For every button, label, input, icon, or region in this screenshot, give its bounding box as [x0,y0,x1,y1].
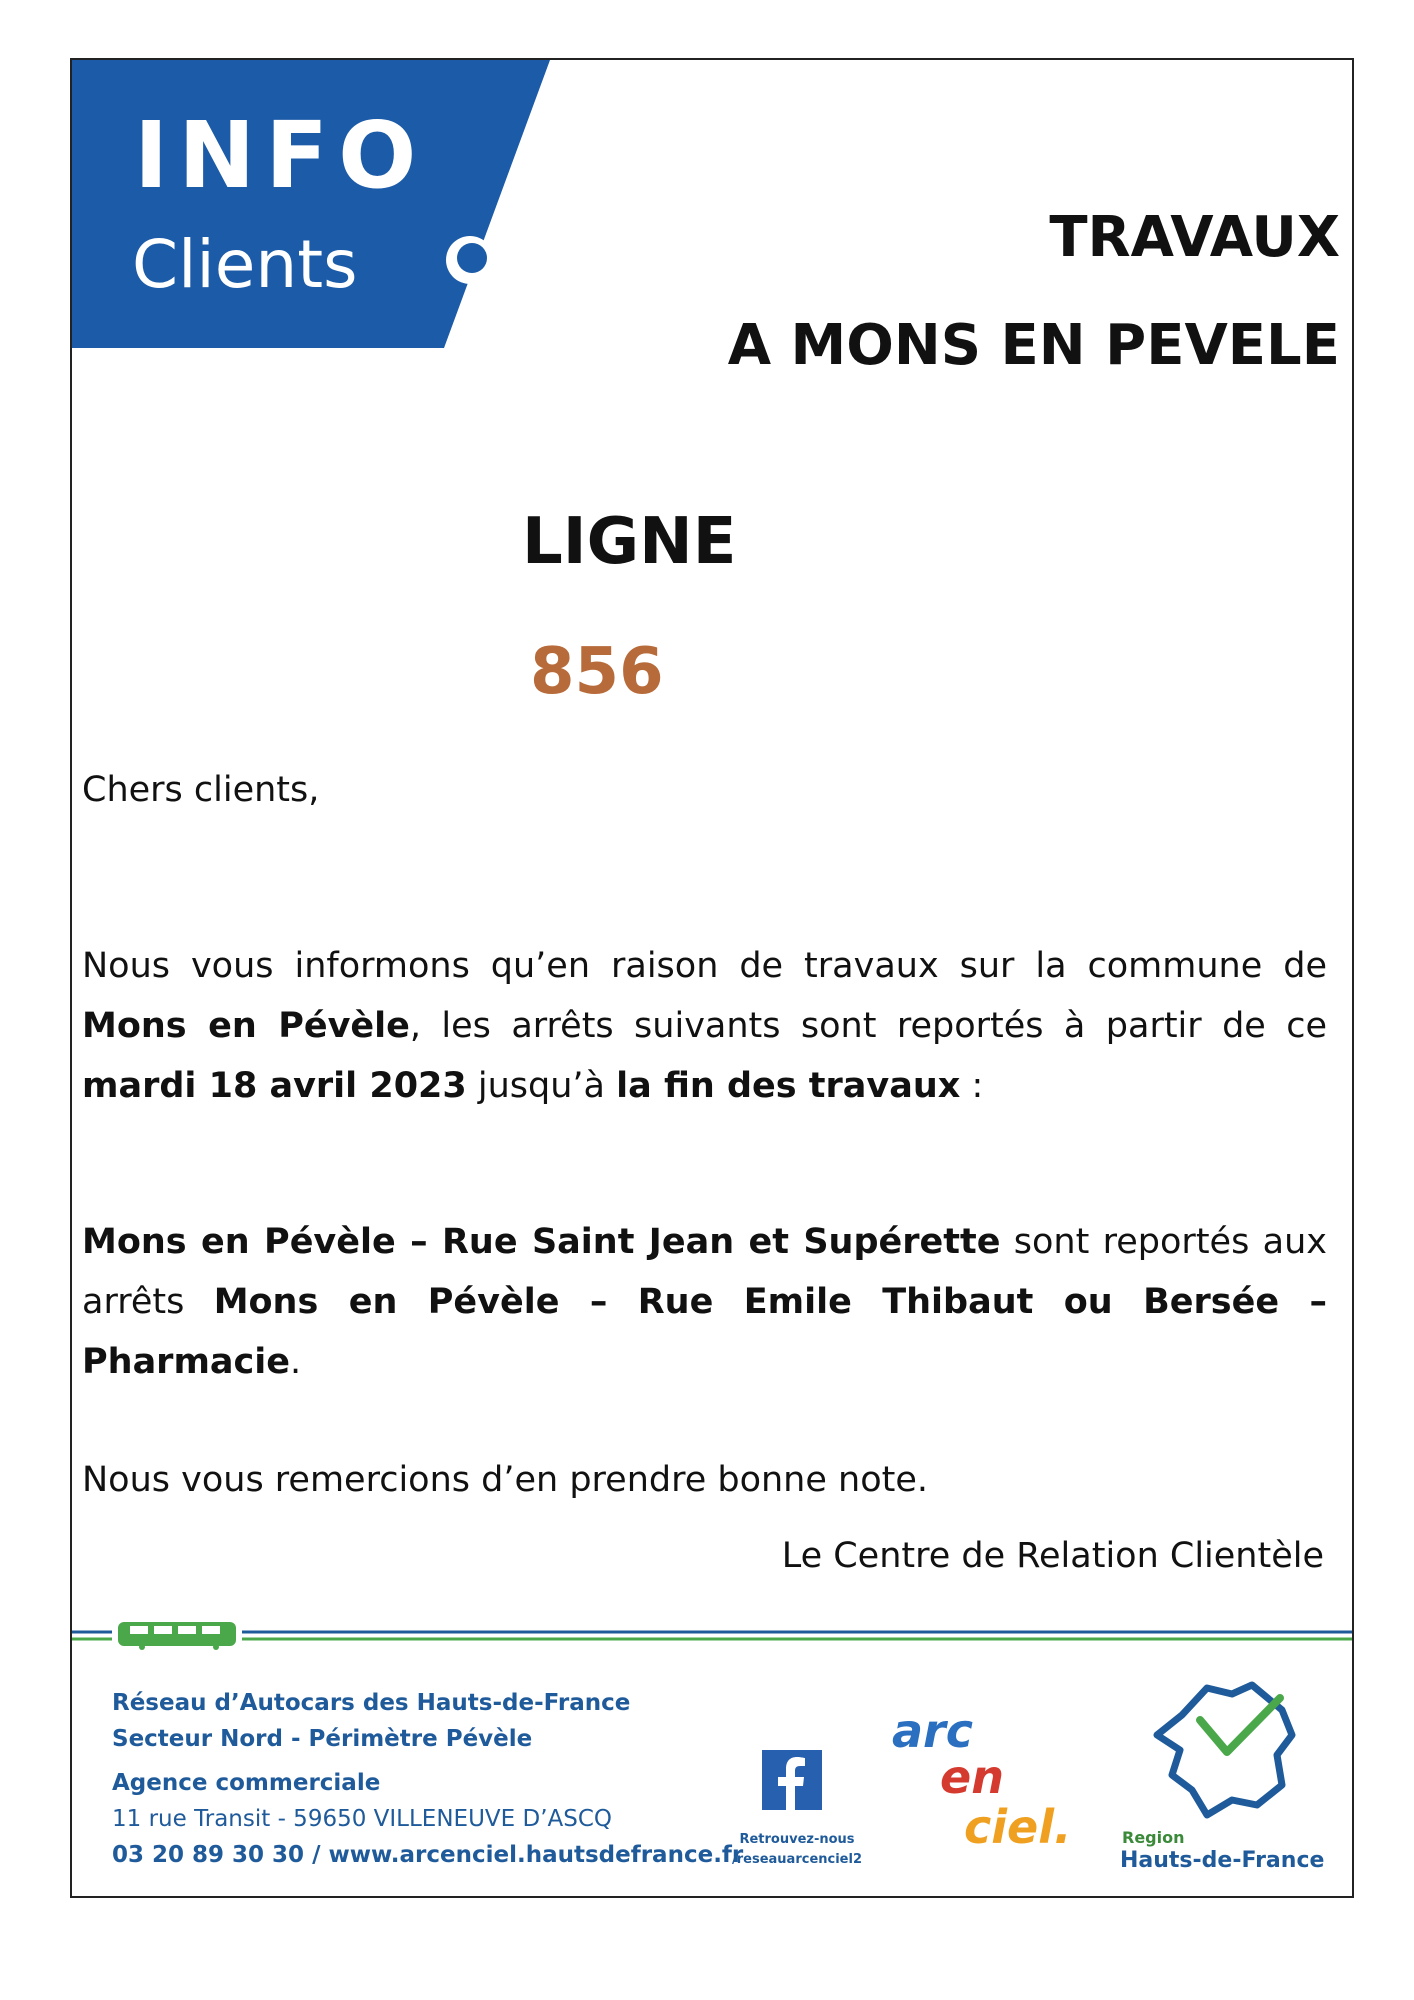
facebook-label [732,1830,862,1870]
en-word: en [940,1750,1004,1804]
bus-icon [118,1622,236,1650]
para2-text-b: sont reportés aux arrêts [82,1222,1327,1322]
line-label: LIGNE [522,505,737,579]
para1-end: la fin des travaux [616,1066,961,1106]
footer-network: Réseau d’Autocars des Hauts-de-France [112,1690,631,1716]
region-name: Hauts-de-France [1120,1848,1325,1873]
facebook-line1: Retrouvez-nous [739,1832,855,1847]
footer-contact [112,1685,743,1873]
thanks-text: Nous vous remercions d’en prendre bonne note. [82,1460,928,1500]
clients-word: Clients [132,226,358,303]
arc-word: arc [892,1704,973,1758]
notice-frame [70,58,1354,1898]
para2-text-d: . [290,1342,302,1382]
footer-address: 11 rue Transit - 59650 VILLENEUVE D’ASCQ [112,1806,613,1832]
para1-commune: Mons en Pévèle [82,1006,410,1046]
paragraph-stops [82,1212,1327,1392]
para2-old-stops: Mons en Pévèle – Rue Saint Jean et Supérette [82,1222,1001,1262]
para1-text-a: Nous vous informons qu’en raison de travaux sur la commune de [82,946,1327,986]
footer-phone-website: 03 20 89 30 30 / www.arcenciel.hautsdefrance.fr [112,1842,744,1868]
paragraph-information [82,936,1327,1116]
para1-text-c: , les arrêts suivants sont reportés à partir de ce [409,1006,1328,1046]
title-line-travaux: TRAVAUX [1049,205,1340,270]
info-clients-banner [72,60,562,348]
line-number: 856 [530,635,664,709]
para1-text-e: jusqu’à [466,1066,617,1106]
region-small-label: Region [1122,1828,1185,1847]
ciel-word: ciel. [964,1800,1072,1854]
facebook-icon [762,1750,822,1810]
arc-en-ciel-logo [872,1700,1092,1880]
footer-sector: Secteur Nord - Périmètre Pévèle [112,1726,533,1752]
notice-title [728,184,1340,400]
para2-new-stops: Mons en Pévèle – Rue Emile Thibaut ou Bersée – Pharmacie [82,1282,1327,1382]
title-line-location: A MONS EN PEVELE [727,313,1340,378]
signature: Le Centre de Relation Clientèle [781,1536,1324,1576]
info-word: INFO [134,102,427,209]
footer-rule-with-bus [72,1620,1352,1650]
para1-text-g: : [960,1066,984,1106]
para1-date: mardi 18 avril 2023 [82,1066,467,1106]
facebook-line2: /reseauarcenciel2 [732,1852,862,1867]
salutation: Chers clients, [82,770,320,810]
france-map-icon [1152,1680,1302,1820]
footer-agency-label: Agence commerciale [112,1770,381,1796]
